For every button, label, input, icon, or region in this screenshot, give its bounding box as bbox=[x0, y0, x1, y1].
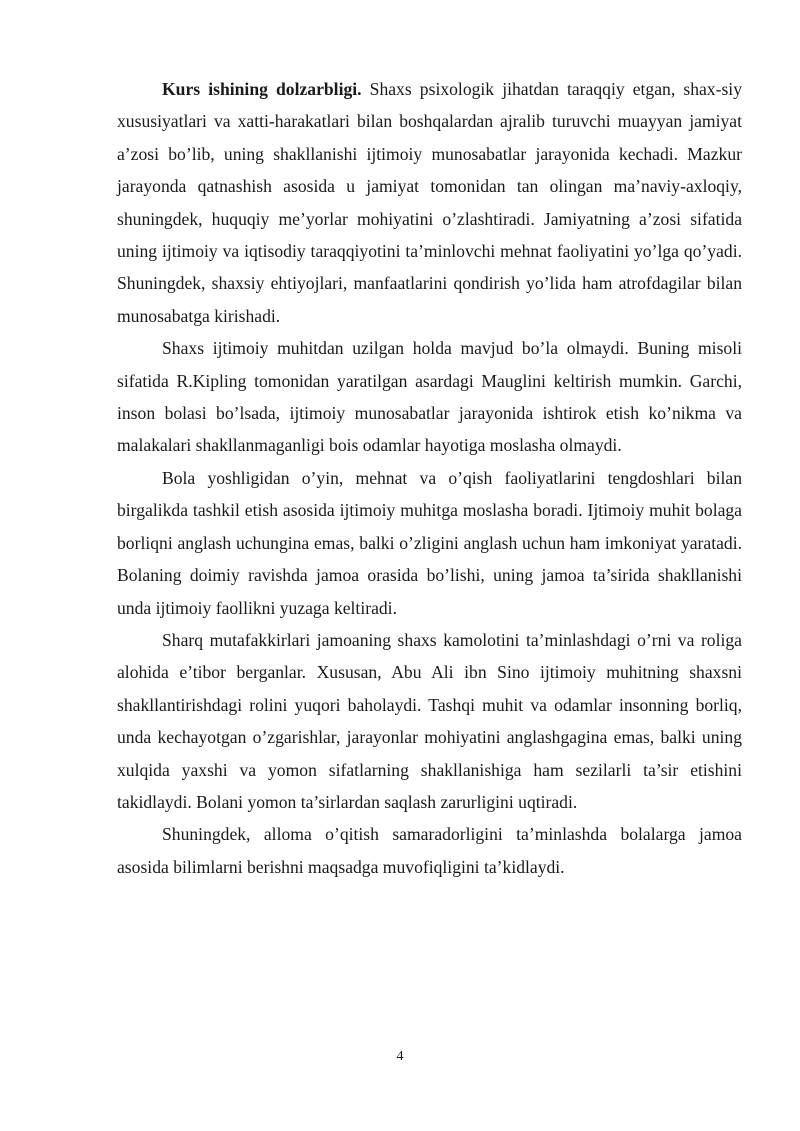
paragraph-text: Shuningdek, alloma o’qitish samaradorligini ta’minlashda bolalarga jamoa asosida bilimlarni berishni maqsadga muvofiqligini ta’kidlaydi. bbox=[117, 824, 742, 877]
document-body bbox=[117, 73, 742, 883]
paragraph-text: Shaxs ijtimoiy muhitdan uzilgan holda mavjud bo’la olmaydi. Buning misoli sifatida R.Kipling tomonidan yaratilgan asardagi Mauglini keltirish mumkin. Garchi, inson bolasi bo’lsada, ijtimoiy munosabatlar jarayonida ishtirok etish ko’nikma va malakalari shakllanmaganligi bois odamlar hayotiga moslasha olmaydi. bbox=[117, 338, 742, 456]
page-number: 4 bbox=[396, 1049, 404, 1064]
paragraph-text: Bola yoshligidan o’yin, mehnat va o’qish faoliyatlarini tengdoshlari bilan birgalikda tashkil etish asosida ijtimoiy muhitga moslasha boradi. Ijtimoiy muhit bolaga borliqni anglash uchungina emas, balki o’zligini anglash uchun ham imkoniyat yaratadi. Bolaning doimiy ravishda jamoa orasida bo’lishi, uning jamoa ta’sirida shakllanishi unda ijtimoiy faollikni yuzaga keltiradi. bbox=[117, 467, 742, 618]
paragraph-text: Shaxs psixologik jihatdan taraqqiy etgan, shax-siy xususiyatlari va xatti-harakatlari bilan boshqalardan ajralib turuvchi muayyan jamiyat a’zosi bo’lib, uning shakllanishi ijtimoiy munosabatlar jarayonida kechadi. Mazkur jarayonda qatnashish asosida u jamiyat tomonidan tan olingan ma’naviy-axloqiy, shuningdek, huquqiy me’yorlar mohiyatini o’zlashtiradi. Jamiyatning a’zosi sifatida uning ijtimoiy va iqtisodiy taraqqiyotini ta’minlovchi mehnat faoliyatini yo’lga qo’yadi. Shuningdek, shaxsiy ehtiyojlari, manfaatlarini qondirish yo’lida ham atrofdagilar bilan munosabatga kirishadi. bbox=[117, 79, 742, 326]
paragraph-4 bbox=[117, 624, 742, 818]
section-heading: Kurs ishining dolzarbligi. bbox=[162, 79, 362, 99]
paragraph-2 bbox=[117, 332, 742, 462]
paragraph-5 bbox=[117, 818, 742, 883]
paragraph-text: Sharq mutafakkirlari jamoaning shaxs kamolotini ta’minlashdagi o’rni va roliga alohida e’tibor berganlar. Xususan, Abu Ali ibn Sino ijtimoiy muhitning shaxsni shakllantirishdagi rolini yuqori baholaydi. Tashqi muhit va odamlar insonning borliq, unda kechayotgan o’zgarishlar, jarayonlar mohiyatini anglashgagina emas, balki uning xulqida yaxshi va yomon sifatlarning shakllanishiga ham sezilarli ta’sir etishini takidlaydi. Bolani yomon ta’sirlardan saqlash zarurligini uqtiradi. bbox=[117, 629, 742, 812]
paragraph-3 bbox=[117, 462, 742, 624]
paragraph-1 bbox=[117, 73, 742, 332]
